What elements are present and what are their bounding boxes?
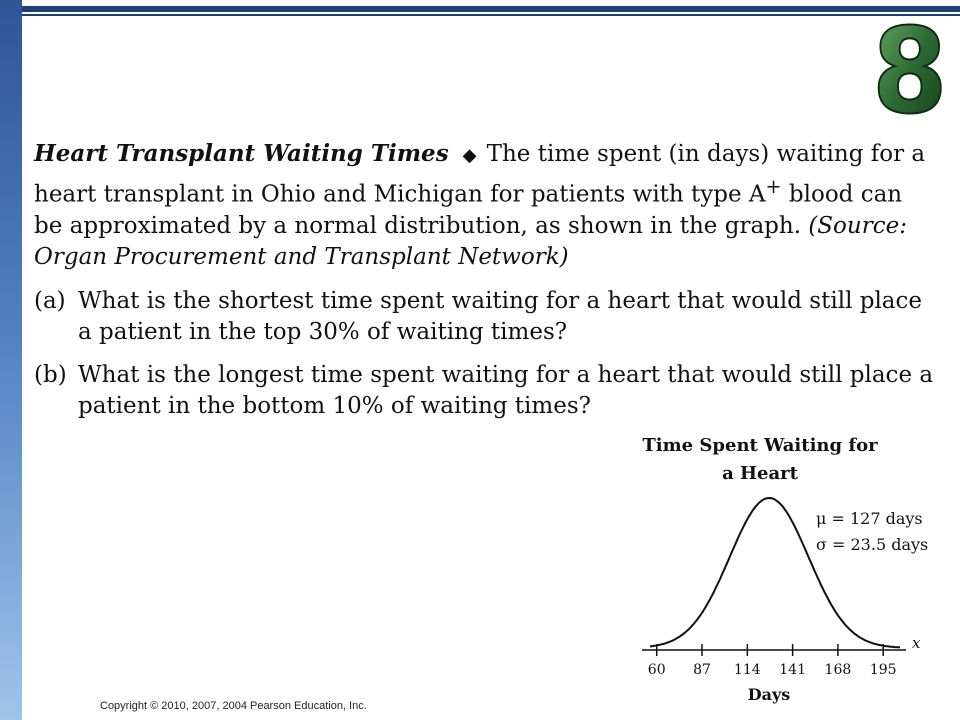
normal-curve-graph — [630, 428, 940, 708]
graph-title-line1: Time Spent Waiting for — [642, 435, 878, 456]
x-tick-label: 168 — [824, 662, 852, 678]
x-tick-label: 114 — [733, 662, 761, 678]
x-ticks — [648, 644, 897, 678]
copyright-notice: Copyright © 2010, 2007, 2004 Pearson Education, Inc. — [100, 700, 367, 712]
part-text: What is the longest time spent waiting for a heart that would still place a patient in the bottom 10% of waiting times? — [78, 362, 934, 419]
question-part-a — [34, 286, 934, 348]
question-parts — [34, 286, 934, 434]
problem-text-cont: blood can be approximated by a normal distribution, as shown in the graph. — [34, 181, 903, 239]
top-rule — [22, 6, 960, 12]
x-tick-label: 60 — [647, 662, 666, 678]
mean-label: μ = 127 days — [816, 509, 923, 528]
part-text: What is the shortest time spent waiting for a heart that would still place a patient in the top 30% of waiting times? — [78, 288, 923, 345]
source-citation: (Source: Organ Procurement and Transplant Network) — [34, 212, 907, 270]
problem-title: Heart Transplant Waiting Times — [34, 140, 449, 167]
curve-svg — [630, 428, 940, 708]
slide-number-badge — [871, 2, 948, 141]
x-tick-label: 141 — [779, 662, 806, 678]
problem-text: The time spent (in days) waiting for a heart transplant in Ohio and Michigan for patients with type A — [34, 141, 926, 208]
sd-label: σ = 23.5 days — [816, 535, 929, 554]
x-axis-label: Days — [747, 685, 791, 704]
x-tick-label: 195 — [869, 662, 897, 678]
axis-variable-label: x — [912, 634, 921, 652]
blood-type-sup: + — [765, 175, 782, 198]
problem-statement — [34, 138, 934, 273]
part-label: (b) — [34, 362, 67, 388]
top-rule-thin — [22, 14, 960, 16]
slide-number-text: 8 — [871, 2, 948, 141]
left-accent-bar — [0, 0, 22, 720]
diamond-icon: ◆ — [462, 145, 477, 166]
part-label: (a) — [34, 288, 66, 314]
x-tick-label: 87 — [693, 662, 711, 678]
graph-title-line2: a Heart — [722, 463, 798, 484]
question-part-b — [34, 360, 934, 422]
